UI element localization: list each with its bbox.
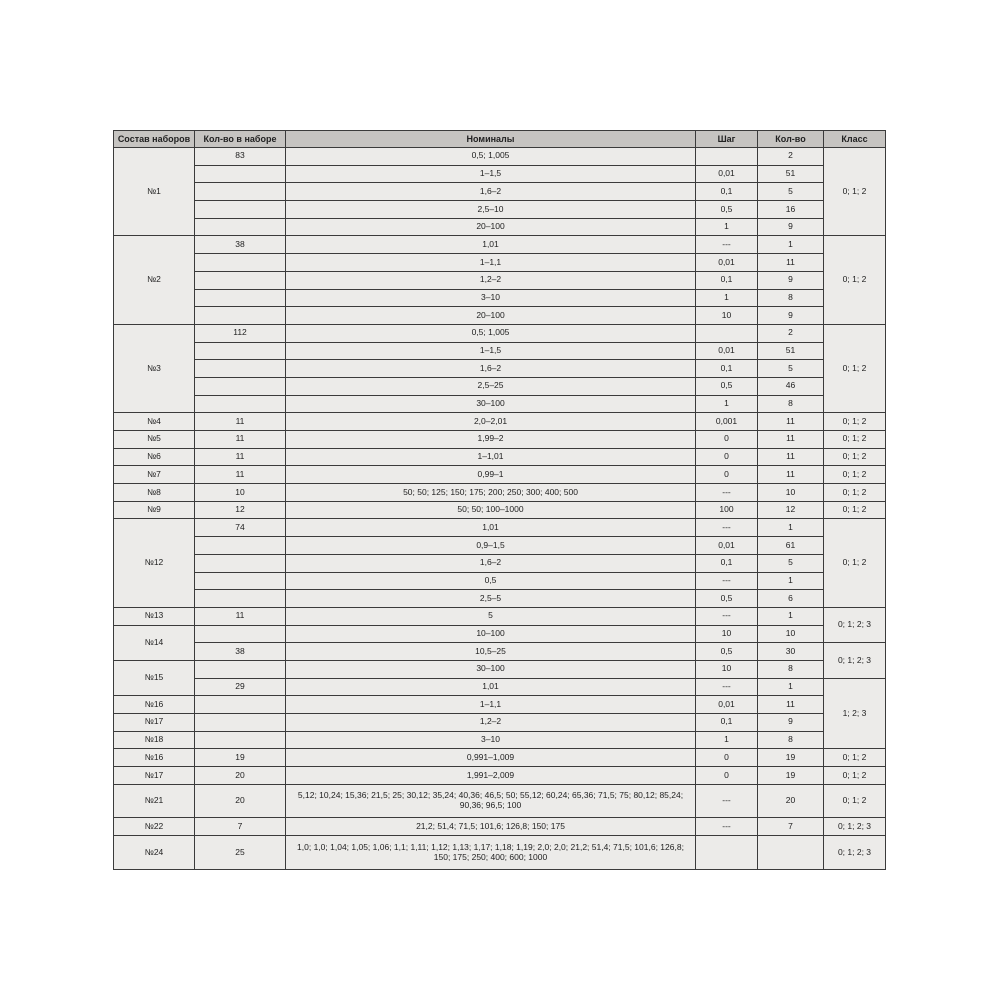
table-row — [114, 519, 886, 537]
set-count-cell: 11 — [195, 413, 286, 431]
set-name-cell: №9 — [114, 501, 195, 519]
nominal-cell: 1,0; 1,0; 1,04; 1,05; 1,06; 1,1; 1,11; 1,12; 1,13; 1,17; 1,18; 1,19; 2,0; 2,0; 21,2; 51,4; 71,5; 101,6; 126,8; 150; 175; 250; 400; 600; 1000 — [286, 836, 696, 870]
nominal-cell: 1,99–2 — [286, 431, 696, 449]
set-count-cell — [195, 201, 286, 219]
qty-cell: 30 — [758, 643, 824, 661]
qty-cell: 19 — [758, 749, 824, 767]
step-cell: 0,1 — [696, 360, 758, 378]
header-cell: Состав наборов — [114, 131, 195, 148]
qty-cell: 20 — [758, 784, 824, 818]
class-cell: 0; 1; 2; 3 — [824, 836, 886, 870]
qty-cell: 1 — [758, 236, 824, 254]
qty-cell: 11 — [758, 254, 824, 272]
step-cell: 0,1 — [696, 554, 758, 572]
step-cell — [696, 836, 758, 870]
header-cell: Кол-во в наборе — [195, 131, 286, 148]
step-cell: --- — [696, 678, 758, 696]
step-cell: 0,1 — [696, 271, 758, 289]
table-row — [114, 731, 886, 749]
set-count-cell — [195, 625, 286, 643]
header-row — [114, 131, 886, 148]
set-count-cell: 11 — [195, 607, 286, 625]
nominal-cell: 1,01 — [286, 678, 696, 696]
set-name-cell: №2 — [114, 236, 195, 324]
nominal-cell: 1–1,1 — [286, 254, 696, 272]
class-cell: 1; 2; 3 — [824, 678, 886, 749]
table-row — [114, 218, 886, 236]
nominal-cell: 21,2; 51,4; 71,5; 101,6; 126,8; 150; 175 — [286, 818, 696, 836]
class-cell: 0; 1; 2 — [824, 749, 886, 767]
set-name-cell: №21 — [114, 784, 195, 818]
table-row — [114, 254, 886, 272]
table-row — [114, 360, 886, 378]
nominal-cell: 1,6–2 — [286, 183, 696, 201]
header-cell: Шаг — [696, 131, 758, 148]
nominal-cell: 5 — [286, 607, 696, 625]
step-cell: 1 — [696, 289, 758, 307]
step-cell: 0,01 — [696, 342, 758, 360]
step-cell: --- — [696, 572, 758, 590]
table-row — [114, 607, 886, 625]
table-row — [114, 342, 886, 360]
table-row — [114, 201, 886, 219]
set-name-cell: №16 — [114, 696, 195, 714]
class-cell: 0; 1; 2 — [824, 324, 886, 412]
table-row — [114, 660, 886, 678]
step-cell: 0 — [696, 448, 758, 466]
set-count-cell: 11 — [195, 448, 286, 466]
nominal-cell: 0,5; 1,005 — [286, 148, 696, 166]
set-count-cell — [195, 377, 286, 395]
nominal-cell: 2,5–25 — [286, 377, 696, 395]
step-cell: 100 — [696, 501, 758, 519]
step-cell: 0,001 — [696, 413, 758, 431]
set-count-cell — [195, 660, 286, 678]
nominal-cell: 20–100 — [286, 218, 696, 236]
class-cell: 0; 1; 2 — [824, 767, 886, 785]
nominal-cell: 5,12; 10,24; 15,36; 21,5; 25; 30,12; 35,24; 40,36; 46,5; 50; 55,12; 60,24; 65,36; 71,5; 75; 80,12; 85,24; 90,36; 96,5; 100 — [286, 784, 696, 818]
qty-cell: 8 — [758, 660, 824, 678]
set-name-cell: №12 — [114, 519, 195, 607]
set-name-cell: №1 — [114, 148, 195, 236]
set-name-cell: №24 — [114, 836, 195, 870]
set-count-cell — [195, 731, 286, 749]
set-count-cell: 83 — [195, 148, 286, 166]
step-cell: --- — [696, 236, 758, 254]
set-name-cell: №3 — [114, 324, 195, 412]
qty-cell: 1 — [758, 519, 824, 537]
qty-cell: 11 — [758, 413, 824, 431]
qty-cell: 10 — [758, 484, 824, 502]
set-count-cell — [195, 537, 286, 555]
nominal-cell: 2,5–5 — [286, 590, 696, 608]
qty-cell: 19 — [758, 767, 824, 785]
class-cell: 0; 1; 2; 3 — [824, 643, 886, 678]
nominal-cell: 0,991–1,009 — [286, 749, 696, 767]
table-row — [114, 836, 886, 870]
qty-cell: 5 — [758, 360, 824, 378]
set-name-cell: №15 — [114, 660, 195, 695]
table-row — [114, 148, 886, 166]
qty-cell: 1 — [758, 572, 824, 590]
set-count-cell — [195, 271, 286, 289]
table-row — [114, 749, 886, 767]
step-cell: 0,5 — [696, 377, 758, 395]
set-count-cell — [195, 360, 286, 378]
nominal-cell: 1,6–2 — [286, 554, 696, 572]
qty-cell: 2 — [758, 148, 824, 166]
step-cell: --- — [696, 484, 758, 502]
table-row — [114, 236, 886, 254]
set-name-cell: №7 — [114, 466, 195, 484]
set-count-cell: 19 — [195, 749, 286, 767]
set-count-cell — [195, 342, 286, 360]
step-cell: 1 — [696, 731, 758, 749]
set-count-cell — [195, 572, 286, 590]
set-count-cell: 38 — [195, 643, 286, 661]
header-cell: Кол-во — [758, 131, 824, 148]
table-row — [114, 324, 886, 342]
set-name-cell: №16 — [114, 749, 195, 767]
table-row — [114, 377, 886, 395]
set-name-cell: №17 — [114, 767, 195, 785]
set-count-cell: 74 — [195, 519, 286, 537]
set-name-cell: №13 — [114, 607, 195, 625]
table-row — [114, 818, 886, 836]
table-row — [114, 696, 886, 714]
set-count-cell: 12 — [195, 501, 286, 519]
set-count-cell: 29 — [195, 678, 286, 696]
table-row — [114, 307, 886, 325]
nominal-cell: 1,01 — [286, 519, 696, 537]
set-count-cell — [195, 696, 286, 714]
nominal-cell: 0,5 — [286, 572, 696, 590]
set-count-cell — [195, 714, 286, 732]
table-row — [114, 590, 886, 608]
set-count-cell — [195, 554, 286, 572]
set-count-cell — [195, 590, 286, 608]
table-row — [114, 537, 886, 555]
qty-cell — [758, 836, 824, 870]
table-row — [114, 271, 886, 289]
table-row — [114, 448, 886, 466]
qty-cell: 11 — [758, 448, 824, 466]
nominal-cell: 1,2–2 — [286, 271, 696, 289]
set-count-cell: 10 — [195, 484, 286, 502]
table-row — [114, 767, 886, 785]
set-count-cell — [195, 183, 286, 201]
step-cell — [696, 324, 758, 342]
nominal-cell: 1,6–2 — [286, 360, 696, 378]
set-name-cell: №6 — [114, 448, 195, 466]
nominal-cell: 0,99–1 — [286, 466, 696, 484]
set-name-cell: №14 — [114, 625, 195, 660]
nominal-cell: 20–100 — [286, 307, 696, 325]
table-row — [114, 431, 886, 449]
set-count-cell: 25 — [195, 836, 286, 870]
nominal-cell: 2,0–2,01 — [286, 413, 696, 431]
table-row — [114, 165, 886, 183]
nominal-cell: 10,5–25 — [286, 643, 696, 661]
nominal-cell: 1–1,5 — [286, 165, 696, 183]
qty-cell: 1 — [758, 678, 824, 696]
step-cell: 1 — [696, 395, 758, 413]
table-row — [114, 714, 886, 732]
qty-cell: 11 — [758, 431, 824, 449]
nominal-cell: 50; 50; 100–1000 — [286, 501, 696, 519]
nominal-cell: 30–100 — [286, 660, 696, 678]
qty-cell: 16 — [758, 201, 824, 219]
set-count-cell: 20 — [195, 767, 286, 785]
step-cell: 10 — [696, 660, 758, 678]
nominal-cell: 1–1,5 — [286, 342, 696, 360]
step-cell: 0 — [696, 466, 758, 484]
set-count-cell: 20 — [195, 784, 286, 818]
table-row — [114, 572, 886, 590]
set-count-cell: 11 — [195, 466, 286, 484]
qty-cell: 46 — [758, 377, 824, 395]
set-count-cell — [195, 218, 286, 236]
step-cell: 0,5 — [696, 201, 758, 219]
set-name-cell: №22 — [114, 818, 195, 836]
set-count-cell: 112 — [195, 324, 286, 342]
step-cell: --- — [696, 818, 758, 836]
set-count-cell — [195, 254, 286, 272]
nominal-cell: 10–100 — [286, 625, 696, 643]
step-cell: 0 — [696, 431, 758, 449]
qty-cell: 7 — [758, 818, 824, 836]
set-name-cell: №4 — [114, 413, 195, 431]
step-cell — [696, 148, 758, 166]
nominal-cell: 50; 50; 125; 150; 175; 200; 250; 300; 400; 500 — [286, 484, 696, 502]
qty-cell: 12 — [758, 501, 824, 519]
nominal-cell: 1–1,1 — [286, 696, 696, 714]
step-cell: --- — [696, 607, 758, 625]
nominal-cell: 1,2–2 — [286, 714, 696, 732]
class-cell: 0; 1; 2; 3 — [824, 607, 886, 642]
set-count-cell: 38 — [195, 236, 286, 254]
nominal-cell: 3–10 — [286, 289, 696, 307]
class-cell: 0; 1; 2 — [824, 484, 886, 502]
gauge-sets-table-container — [113, 130, 885, 870]
qty-cell: 6 — [758, 590, 824, 608]
qty-cell: 51 — [758, 165, 824, 183]
gauge-sets-table — [113, 130, 886, 870]
step-cell: 10 — [696, 625, 758, 643]
table-row — [114, 289, 886, 307]
class-cell: 0; 1; 2 — [824, 236, 886, 324]
set-count-cell — [195, 289, 286, 307]
nominal-cell: 0,5; 1,005 — [286, 324, 696, 342]
table-row — [114, 413, 886, 431]
step-cell: 10 — [696, 307, 758, 325]
class-cell: 0; 1; 2 — [824, 431, 886, 449]
class-cell: 0; 1; 2 — [824, 413, 886, 431]
class-cell: 0; 1; 2 — [824, 466, 886, 484]
qty-cell: 61 — [758, 537, 824, 555]
set-count-cell: 11 — [195, 431, 286, 449]
class-cell: 0; 1; 2 — [824, 448, 886, 466]
set-name-cell: №8 — [114, 484, 195, 502]
nominal-cell: 2,5–10 — [286, 201, 696, 219]
set-count-cell: 7 — [195, 818, 286, 836]
table-row — [114, 466, 886, 484]
step-cell: 0,01 — [696, 254, 758, 272]
step-cell: 1 — [696, 218, 758, 236]
class-cell: 0; 1; 2; 3 — [824, 818, 886, 836]
table-row — [114, 484, 886, 502]
set-count-cell — [195, 307, 286, 325]
class-cell: 0; 1; 2 — [824, 148, 886, 236]
set-count-cell — [195, 165, 286, 183]
qty-cell: 51 — [758, 342, 824, 360]
step-cell: 0 — [696, 767, 758, 785]
table-row — [114, 643, 886, 661]
qty-cell: 9 — [758, 218, 824, 236]
header-cell: Номиналы — [286, 131, 696, 148]
class-cell: 0; 1; 2 — [824, 784, 886, 818]
qty-cell: 9 — [758, 714, 824, 732]
set-name-cell: №18 — [114, 731, 195, 749]
step-cell: 0,1 — [696, 183, 758, 201]
nominal-cell: 3–10 — [286, 731, 696, 749]
nominal-cell: 1,01 — [286, 236, 696, 254]
step-cell: 0,01 — [696, 165, 758, 183]
table-row — [114, 784, 886, 818]
table-row — [114, 501, 886, 519]
step-cell: 0,5 — [696, 590, 758, 608]
step-cell: --- — [696, 519, 758, 537]
qty-cell: 8 — [758, 289, 824, 307]
table-row — [114, 395, 886, 413]
qty-cell: 9 — [758, 271, 824, 289]
class-cell: 0; 1; 2 — [824, 519, 886, 607]
qty-cell: 5 — [758, 554, 824, 572]
step-cell: 0,01 — [696, 537, 758, 555]
step-cell: 0 — [696, 749, 758, 767]
table-row — [114, 554, 886, 572]
nominal-cell: 30–100 — [286, 395, 696, 413]
header-cell: Класс — [824, 131, 886, 148]
step-cell: 0,1 — [696, 714, 758, 732]
table-row — [114, 625, 886, 643]
step-cell: 0,5 — [696, 643, 758, 661]
table-row — [114, 183, 886, 201]
step-cell: 0,01 — [696, 696, 758, 714]
qty-cell: 1 — [758, 607, 824, 625]
qty-cell: 11 — [758, 466, 824, 484]
nominal-cell: 0,9–1,5 — [286, 537, 696, 555]
set-name-cell: №17 — [114, 714, 195, 732]
qty-cell: 9 — [758, 307, 824, 325]
table-row — [114, 678, 886, 696]
nominal-cell: 1–1,01 — [286, 448, 696, 466]
qty-cell: 11 — [758, 696, 824, 714]
qty-cell: 2 — [758, 324, 824, 342]
step-cell: --- — [696, 784, 758, 818]
qty-cell: 8 — [758, 731, 824, 749]
nominal-cell: 1,991–2,009 — [286, 767, 696, 785]
set-count-cell — [195, 395, 286, 413]
qty-cell: 5 — [758, 183, 824, 201]
qty-cell: 8 — [758, 395, 824, 413]
qty-cell: 10 — [758, 625, 824, 643]
set-name-cell: №5 — [114, 431, 195, 449]
class-cell: 0; 1; 2 — [824, 501, 886, 519]
